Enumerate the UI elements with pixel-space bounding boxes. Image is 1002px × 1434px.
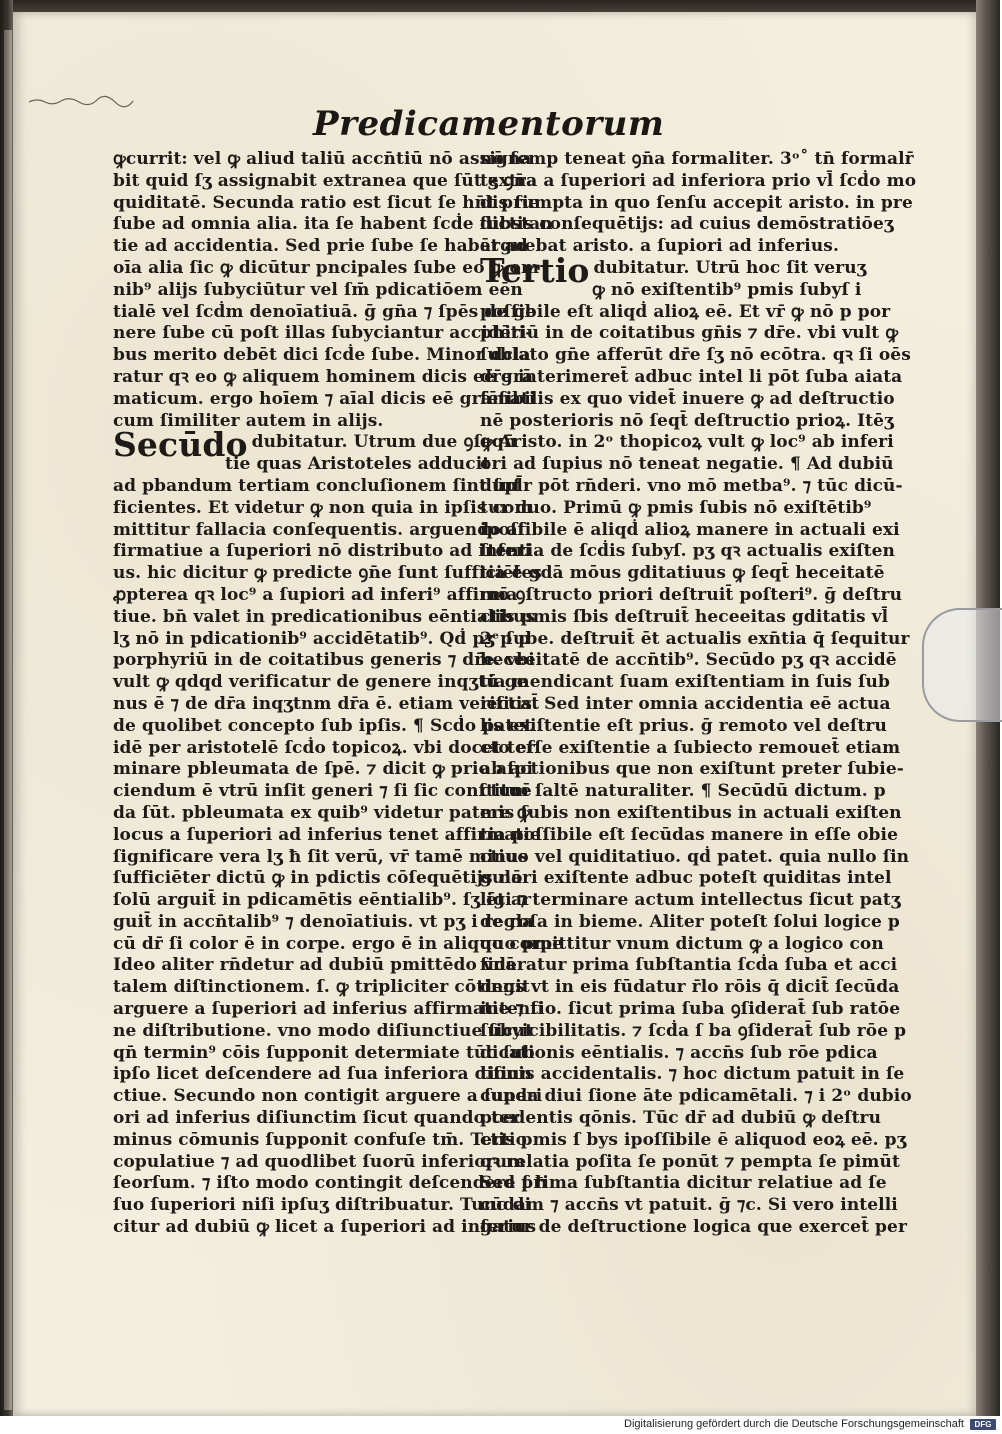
text-line: mis ſubis non exiſtentibus in actuali exiſten xyxy=(480,802,902,823)
text-line: ligi ⁊ terminare actum intellectus ſicut patʒ xyxy=(480,890,901,911)
text-line: gulari exiſtente adbuc poteſt quiditas intel xyxy=(480,868,892,889)
text-line: dens vt in eis fūdatur r̄lo rōis q̄ dicit̄ ſecūda xyxy=(480,977,900,998)
text-line: ſubyicibilitatis. ⁊ ſcḋa ſ ba ꝯſiderat̄ ſub rōe p xyxy=(480,1020,907,1041)
text-line: 2ᵉ ſube. deſtruit̄ ēt actualis exn̄tia q̄ ſequitur xyxy=(480,628,910,649)
right-paragraph-top xyxy=(480,149,917,258)
text-line: ſuo ſuperiori niſi ipſuʒ diſtribuatur. Tunc di xyxy=(113,1195,532,1216)
text-line: firmatiue a ſuperiori nō distributo ad inferi xyxy=(113,541,532,562)
text-line: locus a ſuperiori ad inferius tenet affirmatie xyxy=(113,824,541,845)
text-line: bus merito debēt dici ſcḋe ſube. Minor dcla xyxy=(113,345,531,366)
text-line: cum ſimiliter autem in alijs. xyxy=(113,410,384,431)
text-line: citur ad dubiū ꝙ licet a ſuperiori ad inferius xyxy=(113,1217,537,1238)
right-paragraph-main xyxy=(480,301,912,1239)
text-line: guit̄ in accn̄talib⁹ ⁊ denoīatiuis. vt pʒ i regla xyxy=(113,911,534,932)
text-line: ſideratur prima ſubſtantia ſcḋa ſuba et acci xyxy=(480,955,898,976)
text-line: ſēſibilis ex quo videt̄ inuere ꝙ ad deſtructio xyxy=(480,388,895,409)
text-line: bit quid ſʒ assignabit extranea que ſūt extra xyxy=(113,170,538,191)
text-line: lis exiſtentie eſt prius. ḡ remoto vel deſtru xyxy=(480,715,887,736)
text-line: nere ſube cū poſt illas ſubyciantur accidēti- xyxy=(113,323,533,344)
text-line: ipoſſibile ē aliqḋ alioꝝ manere in actuali exi xyxy=(480,519,900,540)
text-line: dupl̄r pōt rn̄deri. vno mō metba⁹. ⁊ tūc dicū- xyxy=(480,475,903,496)
text-line: ſeorſum. ⁊ iſto modo contingit deſcendere ſ ħ xyxy=(113,1173,548,1194)
text-line: talem diſtinctionem. ſ. ꝙ tripliciter cōtingit xyxy=(113,977,530,998)
page-clip-tab xyxy=(922,608,1002,722)
text-line: cūdam ⁊ accn̄s vt patuit. ḡ ⁊c. Si vero intelli xyxy=(480,1195,898,1216)
dfg-logo: DFG xyxy=(970,1419,996,1430)
text-line: mittitur fallacia conſequentis. arguendo af xyxy=(113,519,526,540)
text-line: idē per aristotelē ſcḋo topicoꝝ. vbi docet ter xyxy=(113,737,535,758)
text-line: vult ꝙ qdqd verificatur de genere inqʒtū ge xyxy=(113,672,528,693)
text-line: dicationis eēntialis. ⁊ accn̄s ſub rōe pdica xyxy=(480,1042,878,1063)
left-paragraph-main xyxy=(113,475,564,1239)
text-line: intentio. ſicut prima ſuba ꝯſiderat̄ ſub ratōe xyxy=(480,999,901,1020)
text-line: maticum. ergo hoīem ⁊ aīal dicis eē grāmati xyxy=(113,388,536,409)
text-line: tionis accidentalis. ⁊ hoc dictum patuit in ſe xyxy=(480,1064,905,1085)
text-line: nō ſemp teneat ꝯn̄a formaliter. 3ᵒ˚ tn̄ formalr̄ xyxy=(480,149,914,169)
text-line: ipſo licet deſcendere ad ſua inferiora diſiun xyxy=(113,1064,533,1085)
text-line: copulatiue ⁊ ad quodlibet ſuorū inferiorum xyxy=(113,1151,526,1172)
text-line: ab actionibus que non exiſtunt preter ſubie- xyxy=(480,759,904,780)
text-line: ctiuo vel quiditatiuo. qḋ patet. quia nullo ſin xyxy=(480,846,910,867)
text-line: tʒ ꝯn̄a a ſuperiori ad inferiora prio vl̄ ſcḋo mo xyxy=(480,170,917,191)
text-line: ctiue. Secundo non contigit arguere a ſuperi xyxy=(113,1086,543,1107)
text-line: nus ē ⁊ de dr̄a inqʒtnm dr̄a ē. etiam verificat̄ xyxy=(113,693,540,714)
left-initial-rest-2: tie quas Aristoteles adducit xyxy=(225,454,491,475)
footer-bar xyxy=(0,1416,1000,1434)
text-line: tia mendicant ſuam exiſtentiam in ſuis ſub xyxy=(480,672,890,693)
text-line: qn̄ termin⁹ cōis ſupponit determiate tūc ſub xyxy=(113,1042,535,1063)
text-line: ficientes. Et videtur ꝙ non quia in ipſis com xyxy=(113,497,533,518)
text-line: porphyriū in de coitatibus generis ⁊ dr̄e. vbi xyxy=(113,650,535,671)
text-line: de quolibet concepto ſub ipſis. ¶ Scḋo patet xyxy=(113,715,533,736)
text-line: nē posterioris nō ſeqt̄ deſtructio prioꝝ. Itēʒ xyxy=(480,410,894,431)
text-line: iectis. Sed inter omnia accidentia eē actua xyxy=(480,693,891,714)
right-initial-rest: dubitatur. Utrū hoc ſit veruʒ xyxy=(593,257,867,278)
text-line: cunda diui ſione āte pdicamētali. ⁊ i 2ᵒ dubio xyxy=(480,1086,912,1107)
right-initial-rest-2: ꝙ nō exiſtentib⁹ pmis ſubyſ i xyxy=(592,279,862,300)
text-line: minus cōmunis ſupponit confuſe tm̄. Tertio xyxy=(113,1129,528,1150)
text-line: oīa alia ſic ꝙ dicūtur pncipales ſube eo ꝙ om xyxy=(113,257,540,278)
text-line: ꝙcurrit: vel ꝙ aliud taliū accn̄tiū nō assigna xyxy=(113,149,532,169)
book-page xyxy=(13,12,976,1416)
text-line: nib⁹ alijs ſubyciūtur vel ſm̄ pdicatiōem eēn xyxy=(113,279,523,300)
text-line: dis ſumpta in quo ſenſu accepit aristo. in pre xyxy=(480,192,913,213)
text-line: minare pbleumata de ſpē. ⁊ dicit ꝙ prio aſpi xyxy=(113,759,534,780)
text-line: cto eſſe exiſtentie a ſubiecto remouet̄ etiam xyxy=(480,737,901,758)
text-line: cū dr̄ ſi color ē in corpe. ergo ē in aliquo corpe xyxy=(113,933,564,954)
text-line: poſſibile eſt aliqḋ alioꝝ eē. Et vr̄ ꝙ nō p por xyxy=(480,301,891,322)
text-line: ſignificare vera lʒ ħ ſit verū, vr̄ tamē minus xyxy=(113,846,529,867)
footer-credit: Digitalisierung gefördert durch die Deutsche Forschungsgemeinschaft xyxy=(624,1418,964,1430)
text-line: heceeitatē de accn̄tib⁹. Secūdo pʒ qꝛ accidē xyxy=(480,650,897,671)
text-line: quo pmittitur vnum dictum ꝙ a logico con xyxy=(480,933,884,954)
text-line: tialē vel ſcḋm denoīatiuā. ḡ gn̄a ⁊ ſpēs de ge xyxy=(113,301,537,322)
text-line: ſtentia de ſcḋis ſubyſ. pʒ qꝛ actualis exiſten xyxy=(480,541,895,562)
text-line: Sed prima ſubſtantia dicitur relatiue ad ſe xyxy=(480,1173,887,1194)
text-line: arguere a ſuperiori ad inferius affirmatie ⁊ ſi xyxy=(113,999,545,1020)
text-line: ad pbandum tertiam concluſionem ſint ſuf xyxy=(113,475,521,496)
left-initial-word: Secūdo xyxy=(113,425,248,465)
text-line: Ideo aliter rn̄detur ad dubiū pmittēdo vnā xyxy=(113,955,517,976)
text-line: pcedentis qōnis. Tūc dr̄ ad dubiū ꝙ deſtru xyxy=(480,1108,882,1129)
text-line: ctis pmis ſ bys ipoſſibile ē aliquod eoꝝ eē. pʒ xyxy=(480,1129,907,1150)
text-line: tia ē gdā mōus gditatiuus ꝙ ſeqt̄ heceitatē xyxy=(480,563,885,584)
text-line: ſublato gn̄e afferūt dr̄e ſʒ nō ecōtra. qꝛ ſi oēs xyxy=(480,345,911,366)
text-line: ori ad inferius diſiunctim ſicut quando ter xyxy=(113,1108,520,1129)
text-line: qꝛ relatia poſita ſe ponūt ⁊ pempta ſe pimūt xyxy=(480,1151,900,1172)
text-line: lʒ nō in pdicationib⁹ accidētatib⁹. Qḋ pʒ p p xyxy=(113,628,531,649)
text-line: ratur qꝛ eo ꝙ aliquem hominem dicis eē grā xyxy=(113,366,534,387)
text-line: ori ad ſupius nō teneat negatie. ¶ Ad dubiū xyxy=(480,454,894,475)
running-title: Predicamentorum xyxy=(313,104,665,144)
text-line: dictis conſequētijs: ad cuius demōstratiōeʒ xyxy=(480,214,894,235)
text-line: arguebat aristo. a ſupiori ad inferius. xyxy=(480,236,839,257)
text-line: da ſūt. pbleumata ex quib⁹ videtur patere ꝙ xyxy=(113,802,530,823)
text-line: ſufficiēter dictū ꝙ in pdictis cōſequētijs nō xyxy=(113,868,523,889)
ink-marks xyxy=(27,96,137,106)
text-line: ctis pmis ſbis deſtruit̄ heceeitas gditatis vl̄ xyxy=(480,606,889,627)
text-line: ꝓpterea qꝛ loc⁹ a ſupiori ad inferi⁹ affirma xyxy=(113,584,518,605)
text-line: tia poſſibile eſt ſecūdas manere in eſſe obie xyxy=(480,824,899,845)
text-line: tiue. bn̄ valet in predicationibus eēntialibus xyxy=(113,606,536,627)
right-initial-word: Tertio xyxy=(480,250,590,290)
right-column xyxy=(480,149,917,1239)
text-line: de roſa in bieme. Aliter poteſt ſolui logice p xyxy=(480,911,900,932)
book-spine-strip xyxy=(4,30,12,1410)
text-line: ſolū arguit̄ in pdicamētis eēntialib⁹. ſʒ ēt ar xyxy=(113,890,532,911)
text-line: mō ꝯſtructo priori deſtruit̄ poſteri⁹. ḡ deſtru xyxy=(480,584,903,605)
text-line: phiriū in de coitatibus gn̄is ⁊ dr̄e. vbi vult ꝙ xyxy=(480,323,899,344)
text-line: us. hic dicitur ꝙ predicte ꝯn̄e ſunt ſufficiētes xyxy=(113,563,542,584)
text-line: tie ad accidentia. Sed prie ſube ſe habēt ad xyxy=(113,236,528,257)
text-line: dr̄e interimeret̄ adbuc intel li pōt ſuba aiata xyxy=(480,366,903,387)
text-line: gatur de deſtructione logica que exercet̄ per xyxy=(480,1217,908,1238)
text-line: quiditatē. Secunda ratio est ſicut ſe hn̄t prie xyxy=(113,192,540,213)
left-column xyxy=(113,149,564,1239)
text-line: ſube ad omnia alia. ita ſe habent ſcḋe ſubstan xyxy=(113,214,553,235)
text-line: ꝙ Aristo. in 2ᵒ thopicoꝝ vult ꝙ loc⁹ ab inferi xyxy=(480,432,894,453)
text-line: ciendum ē vtrū inſit generi ⁊ ſi ſic conſtituē xyxy=(113,781,532,802)
text-line: tur duo. Primū ꝙ pmis ſubis nō exiſtētib⁹ xyxy=(480,497,872,518)
left-initial-rest: dubitatur. Utrum due ꝯſeqn̄ xyxy=(251,432,517,453)
text-line: ne diſtributione. vno modo diſiunctiue ſicut xyxy=(113,1020,534,1041)
text-line: ctum ſaltē naturaliter. ¶ Secūdū dictum. p xyxy=(480,781,886,802)
